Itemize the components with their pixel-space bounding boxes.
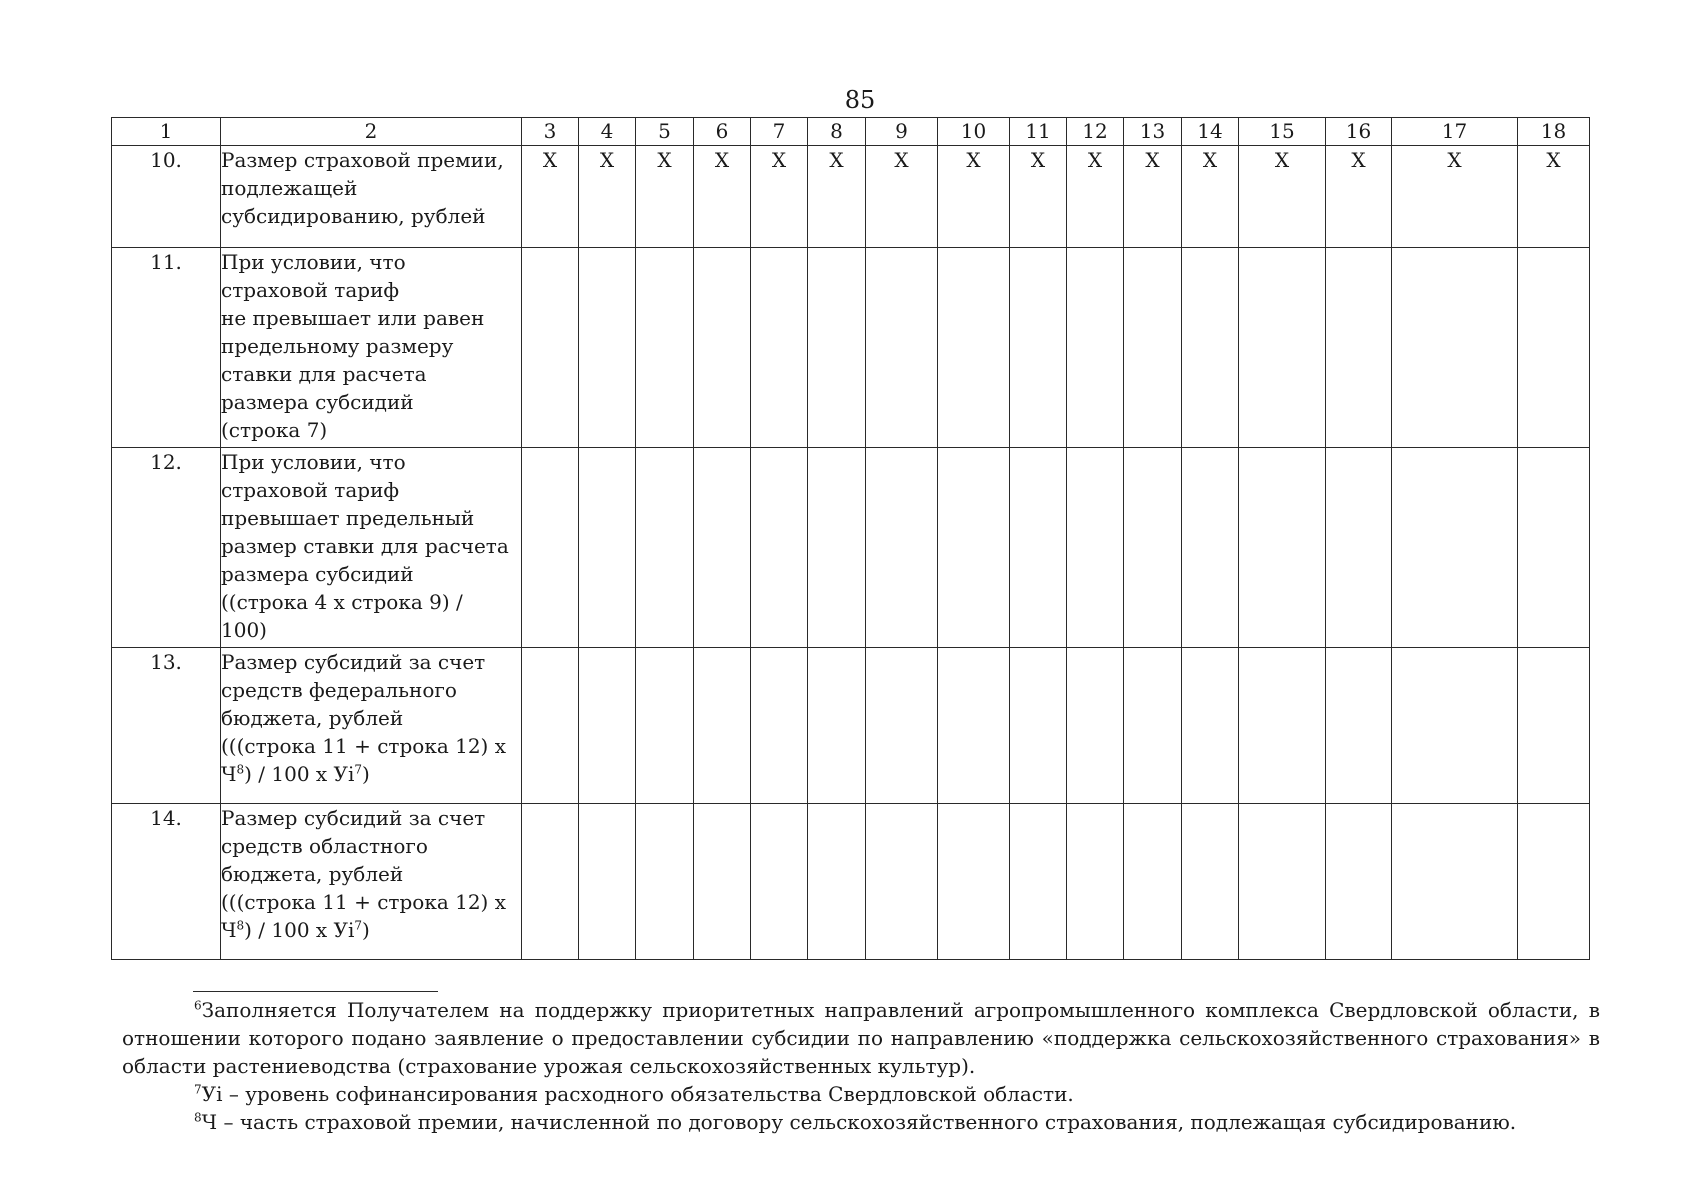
description-line: ставки для расчета	[221, 362, 427, 386]
data-cell: X	[1239, 146, 1326, 248]
row-number: 11.	[112, 248, 221, 448]
row-description	[221, 648, 522, 804]
table-row	[112, 648, 1590, 804]
description-line: средств областного	[221, 834, 428, 858]
data-cell: X	[1392, 146, 1518, 248]
data-cell	[1518, 248, 1590, 448]
column-number: 10	[938, 118, 1010, 146]
column-number: 6	[694, 118, 751, 146]
data-cell	[1518, 648, 1590, 804]
data-cell: X	[1182, 146, 1239, 248]
data-cell	[1010, 804, 1067, 960]
data-cell	[694, 448, 751, 648]
data-cell	[866, 804, 938, 960]
data-cell	[938, 448, 1010, 648]
data-cell	[1124, 448, 1182, 648]
data-cell	[1067, 448, 1124, 648]
data-cell: X	[636, 146, 694, 248]
data-cell	[1326, 804, 1392, 960]
description-line: (((строка 11 + строка 12) х	[221, 734, 506, 758]
description-line: размера субсидий	[221, 562, 414, 586]
data-cell	[751, 248, 808, 448]
description-line: ((строка 4 х строка 9) /	[221, 590, 463, 614]
column-number: 18	[1518, 118, 1590, 146]
formula-line: $Ч^8) / 100$ х $Уi^7$)	[221, 762, 370, 786]
data-cell	[636, 648, 694, 804]
data-cell	[1182, 448, 1239, 648]
description-line: страховой тариф	[221, 478, 400, 502]
data-cell	[751, 448, 808, 648]
description-line: 100)	[221, 618, 267, 642]
page-number: 85	[844, 86, 876, 114]
subsidy-calculation-table	[111, 117, 1590, 960]
footnote-6: $^6$Заполняется Получателем на поддержку приоритетных направлений агропромышленного комплекса Свердловской области, в отношении которого подано заявление о предоставлении субсидии по направлению «поддержка сельскохозяйственного страхования» в области растениеводства (страхование урожая сельскохозяйственных культур).	[122, 998, 1600, 1078]
description-line: бюджета, рублей	[221, 706, 404, 730]
column-number: 1	[112, 118, 221, 146]
data-cell	[1124, 804, 1182, 960]
data-cell	[694, 248, 751, 448]
data-cell	[636, 804, 694, 960]
row-number: 14.	[112, 804, 221, 960]
column-number: 16	[1326, 118, 1392, 146]
description-line: размер ставки для расчета	[221, 534, 509, 558]
data-cell	[1067, 648, 1124, 804]
column-number: 14	[1182, 118, 1239, 146]
description-line: При условии, что	[221, 450, 406, 474]
column-number: 7	[751, 118, 808, 146]
description-line: (строка 7)	[221, 418, 328, 442]
data-cell	[522, 804, 579, 960]
footnote-separator	[193, 991, 438, 992]
data-cell: X	[694, 146, 751, 248]
data-cell	[808, 448, 866, 648]
data-cell	[1182, 248, 1239, 448]
description-line: подлежащей	[221, 176, 358, 200]
data-cell	[694, 648, 751, 804]
table-row	[112, 448, 1590, 648]
data-cell	[866, 648, 938, 804]
data-cell	[579, 448, 636, 648]
column-number: 9	[866, 118, 938, 146]
data-cell	[1239, 804, 1326, 960]
data-cell	[808, 248, 866, 448]
data-cell	[938, 248, 1010, 448]
data-cell: X	[866, 146, 938, 248]
data-cell	[1326, 248, 1392, 448]
row-description	[221, 804, 522, 960]
data-cell	[579, 648, 636, 804]
data-cell	[866, 448, 938, 648]
column-number: 13	[1124, 118, 1182, 146]
data-cell	[1239, 648, 1326, 804]
description-line: Размер субсидий за счет	[221, 806, 486, 830]
data-cell	[522, 648, 579, 804]
description-line: Размер страховой премии,	[221, 148, 504, 172]
column-number: 11	[1010, 118, 1067, 146]
data-cell	[579, 248, 636, 448]
description-line: страховой тариф	[221, 278, 400, 302]
formula-line: $Ч^8) / 100$ х $Уi^7$)	[221, 918, 370, 942]
description-line: бюджета, рублей	[221, 862, 404, 886]
data-cell	[1518, 448, 1590, 648]
description-line: Размер субсидий за счет	[221, 650, 486, 674]
description-line: (((строка 11 + строка 12) х	[221, 890, 506, 914]
data-cell	[1239, 448, 1326, 648]
data-cell	[1067, 248, 1124, 448]
data-cell	[751, 804, 808, 960]
description-line: не превышает или равен	[221, 306, 485, 330]
footnotes	[122, 996, 1600, 1136]
column-number: 15	[1239, 118, 1326, 146]
data-cell	[694, 804, 751, 960]
data-cell	[1182, 804, 1239, 960]
description-line: размера субсидий	[221, 390, 414, 414]
data-cell: X	[751, 146, 808, 248]
row-number: 10.	[112, 146, 221, 248]
description-line: При условии, что	[221, 250, 406, 274]
data-cell: X	[522, 146, 579, 248]
data-cell	[938, 804, 1010, 960]
data-cell	[522, 448, 579, 648]
row-number: 12.	[112, 448, 221, 648]
data-cell	[1326, 448, 1392, 648]
table-row	[112, 146, 1590, 248]
row-description	[221, 146, 522, 248]
data-cell	[1392, 648, 1518, 804]
column-number-row	[112, 118, 1590, 146]
data-cell	[1067, 804, 1124, 960]
data-cell	[636, 448, 694, 648]
column-number: 5	[636, 118, 694, 146]
column-number: 3	[522, 118, 579, 146]
data-cell	[1392, 248, 1518, 448]
column-number: 17	[1392, 118, 1518, 146]
data-cell: X	[579, 146, 636, 248]
data-cell	[1010, 648, 1067, 804]
table-row	[112, 248, 1590, 448]
data-cell	[866, 248, 938, 448]
data-cell	[636, 248, 694, 448]
description-line: предельному размеру	[221, 334, 454, 358]
data-cell	[1124, 248, 1182, 448]
data-cell: X	[1326, 146, 1392, 248]
data-cell	[1010, 448, 1067, 648]
column-number: 8	[808, 118, 866, 146]
column-number: 4	[579, 118, 636, 146]
row-description	[221, 248, 522, 448]
data-cell	[808, 804, 866, 960]
data-cell	[808, 648, 866, 804]
data-cell	[1392, 448, 1518, 648]
data-cell	[938, 648, 1010, 804]
data-cell	[1010, 248, 1067, 448]
row-description	[221, 448, 522, 648]
data-cell	[1182, 648, 1239, 804]
description-line: средств федерального	[221, 678, 457, 702]
data-cell: X	[1010, 146, 1067, 248]
data-cell	[1239, 248, 1326, 448]
data-cell: X	[1518, 146, 1590, 248]
data-cell: X	[1124, 146, 1182, 248]
column-number: 12	[1067, 118, 1124, 146]
table-row	[112, 804, 1590, 960]
data-cell	[751, 648, 808, 804]
column-number: 2	[221, 118, 522, 146]
description-line: превышает предельный	[221, 506, 475, 530]
data-cell: X	[808, 146, 866, 248]
data-cell: X	[1067, 146, 1124, 248]
data-cell	[1326, 648, 1392, 804]
footnote-8: $^8$Ч – часть страховой премии, начисленной по договору сельскохозяйственного страхования, подлежащая субсидированию.	[194, 1110, 1517, 1134]
data-cell	[1124, 648, 1182, 804]
data-cell	[579, 804, 636, 960]
data-cell	[1392, 804, 1518, 960]
data-cell	[522, 248, 579, 448]
row-number: 13.	[112, 648, 221, 804]
description-line: субсидированию, рублей	[221, 204, 486, 228]
footnote-7: $^7$Уi – уровень софинансирования расходного обязательства Свердловской области.	[194, 1082, 1074, 1106]
data-cell	[1518, 804, 1590, 960]
data-cell: X	[938, 146, 1010, 248]
